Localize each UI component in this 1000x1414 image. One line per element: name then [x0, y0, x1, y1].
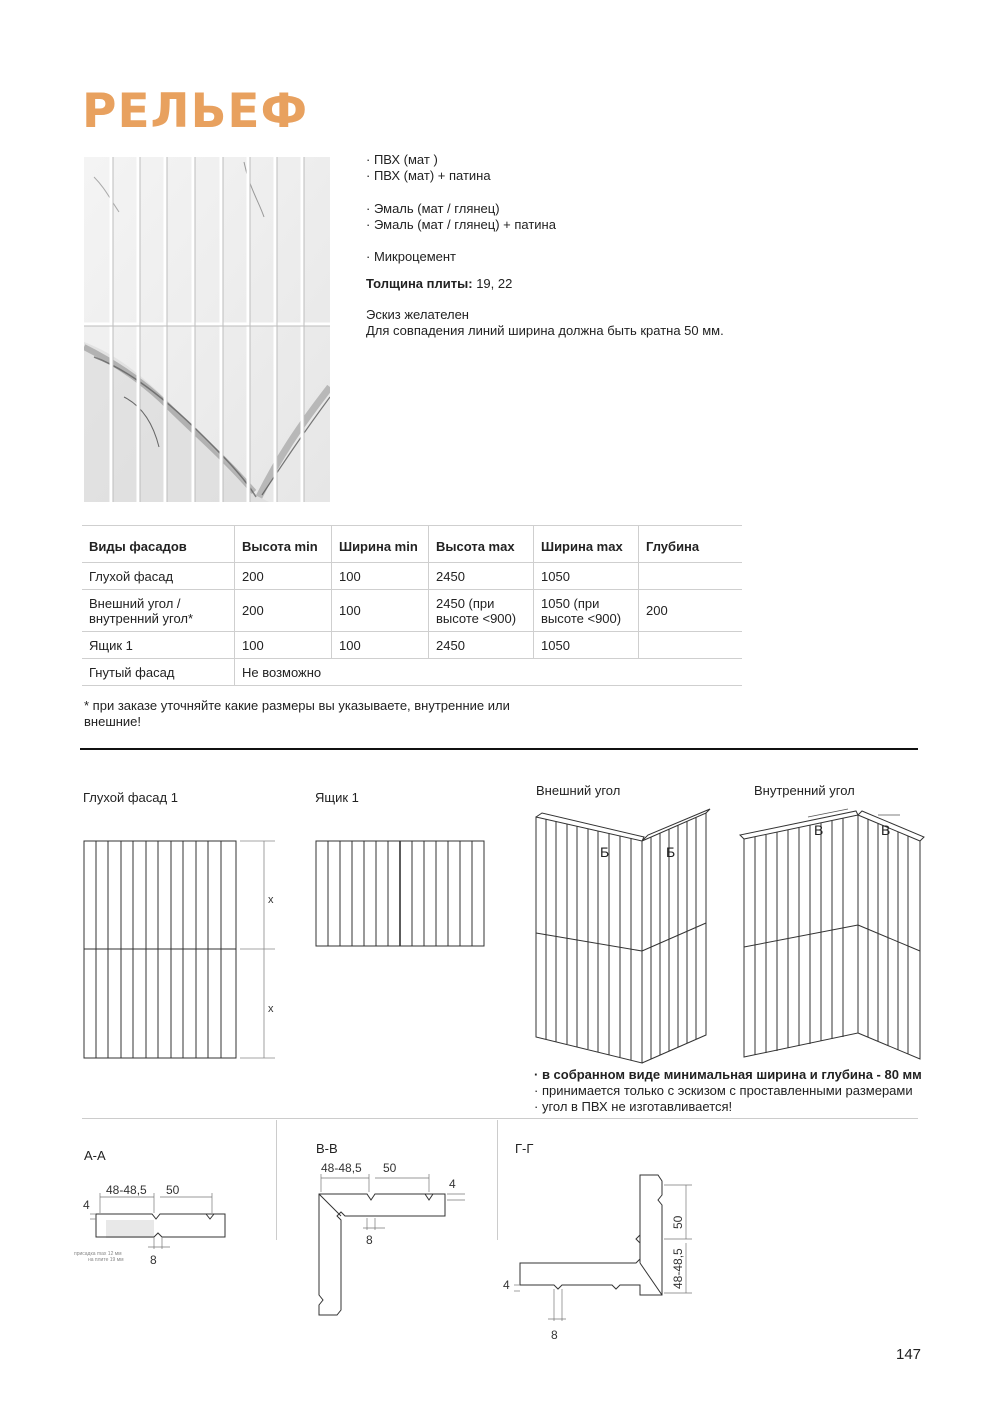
- tiny-note: на плите 19 мм: [88, 1257, 124, 1263]
- spec-table: [82, 525, 742, 686]
- note-bold: · в собранном виде минимальная ширина и глубина - 80 мм: [534, 1067, 922, 1082]
- table-cell: [639, 632, 743, 659]
- sketch-note: Эскиз желателен: [366, 307, 469, 322]
- table-cell: [639, 563, 743, 590]
- footnote: * при заказе уточняйте какие размеры вы указываете, внутренние или внешние!: [84, 698, 510, 729]
- table-cell: 1050: [534, 563, 639, 590]
- section-gg-label: Г-Г: [515, 1141, 534, 1156]
- inner-corner-drawing: [738, 805, 928, 1065]
- table-cell: 100: [332, 590, 429, 632]
- table-cell: 100: [235, 632, 332, 659]
- divider: [276, 1120, 277, 1240]
- table-cell: 200: [235, 563, 332, 590]
- section-mark-v: В: [814, 822, 824, 838]
- material-item: · Эмаль (мат / глянец): [366, 201, 500, 216]
- thickness-label: Толщина плиты:: [366, 276, 473, 291]
- table-cell: 2450: [429, 563, 534, 590]
- table-row: [82, 563, 742, 590]
- table-cell: 100: [332, 632, 429, 659]
- thickness-value: 19, 22: [476, 276, 513, 291]
- dim-4: 4: [503, 1278, 510, 1292]
- dim-50: 50: [671, 1215, 685, 1229]
- dim-48: 48-48,5: [671, 1248, 685, 1289]
- dim-8: 8: [551, 1328, 558, 1342]
- table-header-cell: Глубина: [639, 526, 743, 563]
- table-cell: 200: [235, 590, 332, 632]
- table-row: [82, 590, 742, 632]
- table-cell: 200: [639, 590, 743, 632]
- material-item: · ПВХ (мат ): [366, 152, 438, 167]
- table-cell: Внешний угол / внутренний угол*: [82, 590, 235, 632]
- table-cell: 100: [332, 563, 429, 590]
- table-cell: 2450: [429, 632, 534, 659]
- box-drawing: [312, 835, 492, 955]
- section-aa-drawing: [70, 1175, 240, 1270]
- dim-4: 4: [83, 1198, 90, 1212]
- table-cell: Не возможно: [235, 659, 743, 686]
- dim-50: 50: [383, 1161, 397, 1175]
- section-mark-b: Б: [600, 844, 610, 860]
- drawing-label-outer: Внешний угол: [536, 783, 621, 798]
- drawing-label-inner: Внутренний угол: [754, 783, 855, 798]
- section-mark-v: В: [881, 822, 891, 838]
- tiny-note: присадка max 12 мм: [74, 1251, 122, 1257]
- page-number: 147: [896, 1346, 922, 1363]
- page-title: РЕЛЬЕФ: [82, 84, 309, 139]
- table-cell: Гнутый фасад: [82, 659, 235, 686]
- product-photo: [84, 157, 330, 502]
- table-cell: 1050 (при высоте <900): [534, 590, 639, 632]
- dim-8: 8: [366, 1233, 373, 1247]
- table-cell: 1050: [534, 632, 639, 659]
- dim-48: 48-48,5: [321, 1161, 362, 1175]
- table-header-cell: Ширина min: [332, 526, 429, 563]
- width-note: Для совпадения линий ширина должна быть кратна 50 мм.: [366, 323, 724, 338]
- table-header-cell: Высота min: [235, 526, 332, 563]
- thickness: [366, 276, 512, 292]
- outer-corner-drawing: [530, 805, 720, 1070]
- dim-50: 50: [166, 1183, 180, 1197]
- dimension-x: x: [268, 894, 274, 906]
- table-header-cell: Ширина max: [534, 526, 639, 563]
- section-mark-b: Б: [666, 844, 676, 860]
- section-gg-drawing: [500, 1165, 700, 1345]
- divider: [82, 1118, 918, 1119]
- material-item: · Эмаль (мат / глянец) + патина: [366, 217, 556, 232]
- material-item: · Микроцемент: [366, 249, 457, 264]
- divider: [80, 748, 918, 750]
- table-row: [82, 632, 742, 659]
- dim-4: 4: [449, 1177, 456, 1191]
- dim-48: 48-48,5: [106, 1183, 147, 1197]
- section-aa-label: А-А: [84, 1148, 106, 1163]
- blind-facade-drawing: [80, 835, 280, 1065]
- dim-8: 8: [150, 1253, 157, 1267]
- dimension-x: x: [268, 1003, 274, 1015]
- section-bb-label: В-В: [316, 1141, 338, 1156]
- drawing-label-box: Ящик 1: [315, 790, 359, 805]
- table-row: [82, 659, 742, 686]
- note-pvc: · угол в ПВХ не изготавливается!: [534, 1099, 733, 1114]
- table-header-cell: Высота max: [429, 526, 534, 563]
- note-sketch: · принимается только с эскизом с проставленными размерами: [534, 1083, 913, 1098]
- table-cell: Глухой фасад: [82, 563, 235, 590]
- material-item: · ПВХ (мат) + патина: [366, 168, 491, 183]
- table-header-cell: Виды фасадов: [82, 526, 235, 563]
- table-header-row: [82, 526, 742, 563]
- section-bb-drawing: [305, 1160, 475, 1325]
- drawing-label-blind: Глухой фасад 1: [83, 790, 178, 805]
- table-cell: 2450 (при высоте <900): [429, 590, 534, 632]
- divider: [497, 1120, 498, 1240]
- table-cell: Ящик 1: [82, 632, 235, 659]
